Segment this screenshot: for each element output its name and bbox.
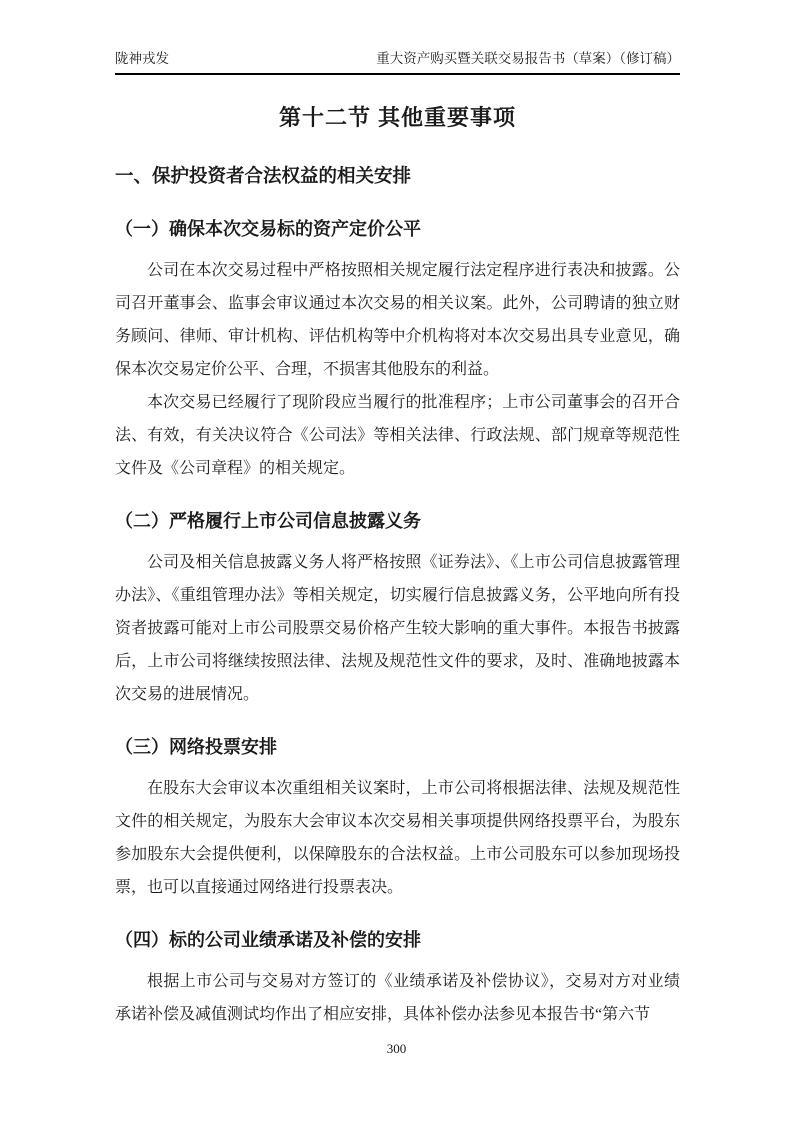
subsection-heading-1: （一）确保本次交易标的资产定价公平 <box>115 219 421 239</box>
subsection-heading-3: （三）网络投票安排 <box>115 737 277 757</box>
chapter-title: 第十二节 其他重要事项 <box>278 105 517 130</box>
paragraph: 本次交易已经履行了现阶段应当履行的批准程序；上市公司董事会的召开合法、有效，有关决议符合《公司法》等相关法律、行政法规、部门规章等规范性文件及《公司章程》的相关规定。 <box>115 394 680 477</box>
paragraph: 公司在本次交易过程中严格按照相关规定履行法定程序进行表决和披露。公司召开董事会、监事会审议通过本次交易的相关议案。此外，公司聘请的独立财务顾问、律师、审计机构、评估机构等中介机构将对本次交易出具专业意见，确保本次交易定价公平、合理，不损害其他股东的利益。 <box>115 262 680 378</box>
header-report-title: 重大资产购买暨关联交易报告书（草案）（修订稿） <box>376 51 680 66</box>
section-heading-1: 一、保护投资者合法权益的相关安排 <box>115 165 412 186</box>
subsection-heading-4: （四）标的公司业绩承诺及补偿的安排 <box>115 930 421 950</box>
paragraph: 根据上市公司与交易对方签订的《业绩承诺及补偿协议》，交易对方对业绩承诺补偿及减值测试均作出了相应安排，具体补偿办法参见本报告书“第六节 <box>115 973 680 1023</box>
subsection-heading-2: （二）严格履行上市公司信息披露义务 <box>115 511 421 531</box>
running-header <box>115 50 680 75</box>
paragraph: 公司及相关信息披露义务人将严格按照《证券法》、《上市公司信息披露管理办法》、《重组管理办法》等相关规定，切实履行信息披露义务，公平地向所有投资者披露可能对上市公司股票交易价格产生较大影响的重大事件。本报告书披露后，上市公司将继续按照法律、法规及规范性文件的要求，及时、准确地披露本次交易的进展情况。 <box>115 554 680 703</box>
paragraph: 在股东大会审议本次重组相关议案时，上市公司将根据法律、法规及规范性文件的相关规定，为股东大会审议本次交易相关事项提供网络投票平台，为股东参加股东大会提供便利，以保障股东的合法权益。上市公司股东可以参加现场投票，也可以直接通过网络进行投票表决。 <box>115 780 680 896</box>
header-company-name: 陇神戎发 <box>115 51 169 66</box>
page-number: 300 <box>386 1041 407 1056</box>
